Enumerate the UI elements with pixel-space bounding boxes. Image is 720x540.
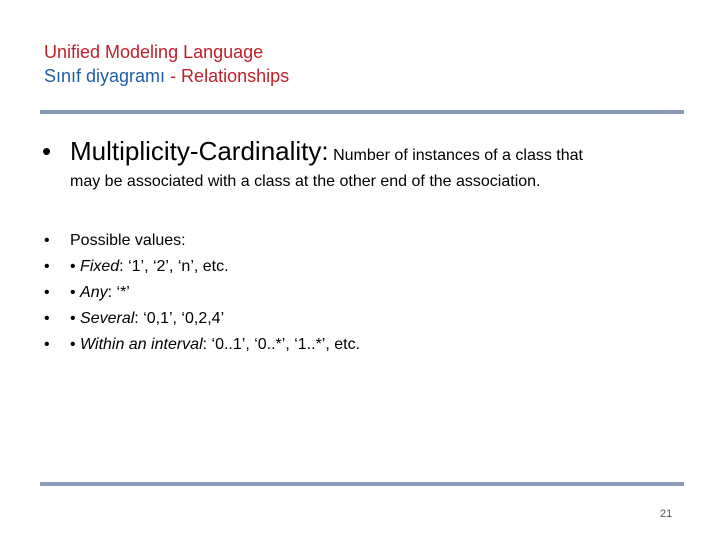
top-divider	[40, 110, 684, 114]
list-item	[44, 254, 684, 280]
list-item-prefix: •	[70, 310, 81, 327]
list-item-prefix: •	[70, 336, 81, 353]
header-subtitle	[44, 64, 289, 88]
list-item-label: Any	[80, 284, 108, 301]
list-item	[44, 332, 684, 358]
list-item-marker: •	[44, 284, 50, 301]
header-subtitle-part1: Sınıf diyagramı	[44, 66, 166, 86]
bottom-divider	[40, 482, 684, 486]
main-bullet-desc: Number of instances of a class that	[333, 147, 583, 164]
list-item-prefix: •	[70, 284, 81, 301]
list-item-text: Possible values:	[70, 232, 186, 249]
header-subtitle-part2: - Relationships	[165, 66, 290, 86]
list-item-text: : ‘0..1’, ‘0..*’, ‘1..*’, etc.	[202, 336, 361, 353]
list-item-text: : ‘0,1’, ‘0,2,4’	[134, 310, 225, 327]
list-item-label: Several	[80, 310, 135, 327]
list-item-marker: •	[44, 336, 50, 353]
list-item-label: Fixed	[80, 258, 120, 275]
list-item-marker: •	[44, 232, 50, 249]
list-item-text: : ‘*’	[107, 284, 130, 301]
values-list	[44, 228, 684, 358]
header-title: Unified Modeling Language	[44, 42, 264, 62]
list-item-text: : ‘1’, ‘2’, ‘n’, etc.	[119, 258, 229, 275]
list-item-label: Within an interval	[80, 336, 203, 353]
list-item-prefix: •	[70, 258, 81, 275]
page-number: 21	[660, 508, 673, 520]
slide-header	[44, 40, 289, 88]
main-bullet	[42, 136, 692, 191]
list-item	[44, 280, 684, 306]
list-item-marker: •	[44, 310, 50, 327]
list-item-marker: •	[44, 258, 50, 275]
list-item	[44, 228, 684, 254]
main-bullet-marker: •	[42, 136, 52, 166]
main-bullet-desc-cont: may be associated with a class at the other end of the association.	[70, 173, 541, 190]
list-item	[44, 306, 684, 332]
main-bullet-title: Multiplicity-Cardinality:	[70, 136, 329, 166]
